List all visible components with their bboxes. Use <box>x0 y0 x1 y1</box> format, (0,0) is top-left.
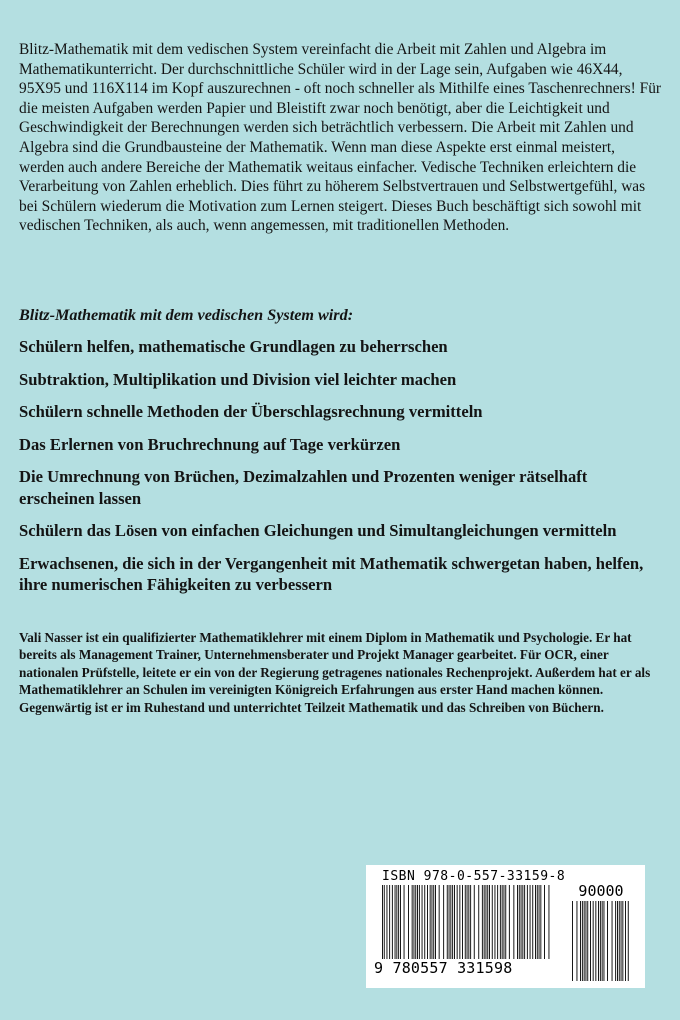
ean-digits: 9 780557 331598 <box>374 959 513 977</box>
barcode-bar <box>457 885 458 959</box>
barcode-bar <box>478 885 479 959</box>
barcode-bar <box>408 885 409 959</box>
benefits-subheading: Blitz-Mathematik mit dem vedischen System wird: <box>19 306 354 324</box>
barcode-bar <box>535 885 536 959</box>
barcode-bar <box>604 901 605 981</box>
barcode-bar <box>513 885 514 959</box>
barcode-bar <box>607 901 608 981</box>
barcode-bar <box>549 885 550 959</box>
barcode-bar <box>414 885 415 959</box>
barcode-bar <box>452 885 453 959</box>
barcode-bar <box>398 885 399 959</box>
barcode-bar <box>404 885 405 959</box>
benefit-item: Subtraktion, Multiplikation und Division viel leichter machen <box>19 369 457 389</box>
barcode-bar <box>382 885 383 959</box>
barcode-bar <box>484 885 485 959</box>
barcode-bar <box>495 885 496 959</box>
barcode-bar <box>427 885 428 959</box>
barcode-bar <box>384 885 385 959</box>
barcode-bar <box>482 885 483 959</box>
barcode-bar <box>524 885 525 959</box>
barcode-bar <box>612 901 613 981</box>
barcode-bar <box>537 885 538 959</box>
barcode-bar <box>602 901 603 981</box>
barcode-bar <box>392 885 393 959</box>
barcode-bar <box>517 885 518 959</box>
barcode-bar <box>587 901 588 981</box>
barcode-bar <box>454 885 455 959</box>
barcode-bar <box>532 885 533 959</box>
barcode-bar <box>430 885 431 959</box>
barcode-bar <box>497 885 498 959</box>
benefit-item: Das Erlernen von Bruchrechnung auf Tage verkürzen <box>19 434 401 454</box>
benefit-item: Erwachsenen, die sich in der Vergangenheit mit Mathematik schwergetan haben, helfen, ihre numerischen Fähigkeiten zu verbessern <box>19 553 644 594</box>
barcode-bar <box>509 885 510 959</box>
barcode-bar <box>389 885 390 959</box>
barcode-bar <box>465 885 466 959</box>
benefit-item: Schülern das Lösen von einfachen Gleichungen und Simultangleichungen vermitteln <box>19 521 617 540</box>
barcode-bar <box>598 901 599 981</box>
barcode-bar <box>489 885 490 959</box>
author-bio: Vali Nasser ist ein qualifizierter Mathematiklehrer mit einem Diplom in Mathematik und Psychologie. Er hat bereits als Management Trainer, Unternehmensberater und Projekt Manager gearbeitet. Für OCR, einer nationalen Prüfstelle, leitete er ein von der Regierung getragenes nationales Rechenprojekt. Außerdem hat er als Mathematiklehrer an Schulen im vereinigten Königreich Erfahrungen aus erster Hand machen können. Gegenwärtig ist er im Ruhestand und unterrichtet Teilzeit Mathematik und das Schreiben von Büchern. <box>19 630 651 715</box>
barcode-bar <box>572 901 573 981</box>
benefit-item: Schülern helfen, mathematische Grundlagen zu beherrschen <box>19 337 448 356</box>
barcode-bar <box>439 885 440 959</box>
barcode-bar <box>396 885 397 959</box>
barcode-bar <box>540 885 541 959</box>
barcode-bar <box>487 885 488 959</box>
barcode-bar <box>435 885 436 959</box>
intro-paragraph: Blitz-Mathematik mit dem vedischen System vereinfacht die Arbeit mit Zahlen und Algebra im Mathematikunterricht. Der durchschnittliche Schüler wird in der Lage sein, Aufgaben wie 46X44, 95X95 und 116X114 im Kopf auszurechnen - oft noch schneller als Mithilfe eines Taschenrechners! Für die meisten Aufgaben werden Papier und Bleistift zwar noch benötigt, aber die Leichtigkeit und Geschwindigkeit der Berechnungen werden sich beträchtlich verbessern. Die Arbeit mit Zahlen und Algebra sind die Grundbausteine der Mathematik. Wenn man diese Aspekte erst einmal meistert, werden auch andere Bereiche der Mathematik weitaus einfacher. Vedische Techniken erleichtern die Verarbeitung von Zahlen erheblich. Dies führt zu höherem Selbstvertrauen und Selbstwertgefühl, was bei Schülern wiederum die Motivation zum Lernen steigert. Dieses Buch beschäftigt sich sowohl mit vedischen Techniken, als auch, wenn angemessen, mit traditionellen Methoden. <box>19 41 662 235</box>
barcode-bar <box>619 901 620 981</box>
barcode-bar <box>424 885 425 959</box>
barcode-bar <box>502 885 503 959</box>
barcode-bar <box>450 885 451 959</box>
barcode-bar <box>577 901 578 981</box>
barcode-bar <box>415 885 416 959</box>
barcode-bar <box>621 901 622 981</box>
barcode-bar <box>486 885 487 959</box>
barcode-bar <box>628 901 629 981</box>
barcode-bar <box>527 885 528 959</box>
isbn-barcode <box>366 865 645 988</box>
barcode-bar <box>530 885 531 959</box>
barcode-bar <box>582 901 583 981</box>
barcode-bar <box>595 901 596 981</box>
benefit-item: Schülern schnelle Methoden der Überschlagsrechnung vermitteln <box>19 402 483 421</box>
barcode-bar <box>467 885 468 959</box>
barcode-bar <box>519 885 520 959</box>
barcode-bar <box>387 885 388 959</box>
barcode-bar <box>474 885 475 959</box>
barcode-bar <box>615 901 616 981</box>
addon-bars <box>566 901 636 981</box>
barcode-bar <box>492 885 493 959</box>
barcode-bar <box>539 885 540 959</box>
benefits-list <box>19 336 664 607</box>
barcode-bar <box>433 885 434 959</box>
barcode-bar <box>468 885 469 959</box>
barcode-bar <box>521 885 522 959</box>
barcode-bar <box>470 885 471 959</box>
barcode-bar <box>584 901 585 981</box>
barcode-bar <box>600 901 601 981</box>
barcode-bar <box>432 885 433 959</box>
benefit-item: Die Umrechnung von Brüchen, Dezimalzahlen und Prozenten weniger rätselhaft erscheinen lassen <box>19 467 588 508</box>
barcode-bar <box>586 901 587 981</box>
isbn-label: ISBN 978-0-557-33159-8 <box>382 869 566 884</box>
barcode-bar <box>590 901 591 981</box>
barcode-bar <box>544 885 545 959</box>
addon-digits: 90000 <box>578 882 624 900</box>
barcode-bar <box>447 885 448 959</box>
barcode-bar <box>580 901 581 981</box>
barcode-bar <box>417 885 418 959</box>
barcode-bar <box>625 901 626 981</box>
barcode-bar <box>504 885 505 959</box>
barcode-bar <box>459 885 460 959</box>
barcode-bar <box>395 885 396 959</box>
barcode-bar <box>500 885 501 959</box>
barcode-bar <box>462 885 463 959</box>
barcode-bar <box>449 885 450 959</box>
barcode-bar <box>419 885 420 959</box>
barcode-bar <box>422 885 423 959</box>
barcode-bar <box>522 885 523 959</box>
barcode-bar <box>593 901 594 981</box>
barcode-bar <box>443 885 444 959</box>
barcode-bar <box>412 885 413 959</box>
barcode-bar <box>622 901 623 981</box>
barcode-bar <box>505 885 506 959</box>
barcode-bar <box>617 901 618 981</box>
barcode-bar <box>400 885 401 959</box>
